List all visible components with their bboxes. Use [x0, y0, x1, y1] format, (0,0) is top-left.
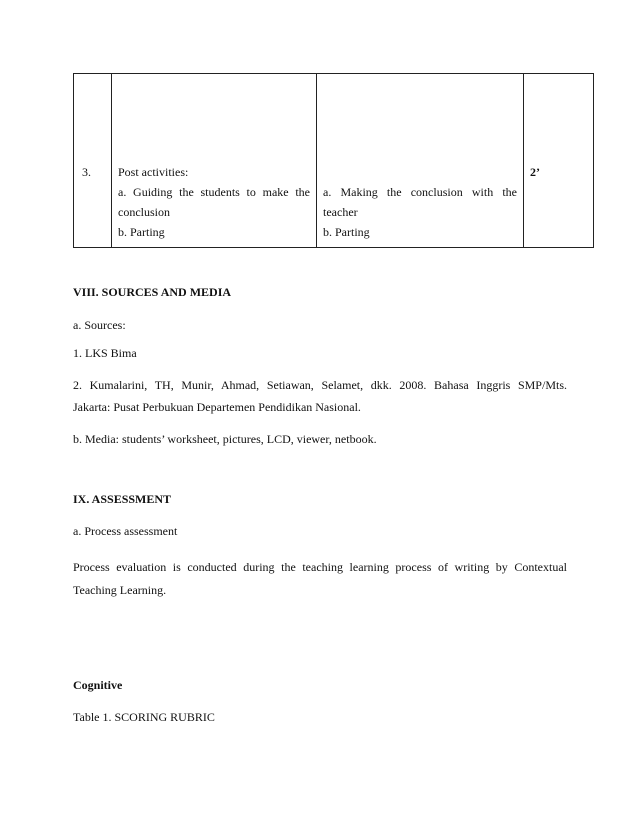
- teacher-item-a-line2: conclusion: [118, 205, 170, 219]
- lesson-activity-table: [73, 73, 594, 248]
- post-activities-title: Post activities:: [118, 165, 189, 179]
- process-description-line2: Teaching Learning.: [73, 583, 167, 597]
- source-item-1: 1. LKS Bima: [73, 346, 137, 360]
- sources-label: a. Sources:: [73, 318, 126, 332]
- scoring-rubric-caption: Table 1. SCORING RUBRIC: [73, 710, 215, 724]
- teacher-activity-cell: [112, 74, 317, 248]
- duration: 2’: [530, 165, 540, 179]
- student-item-a-line1: a. Making the conclusion with the: [323, 185, 517, 199]
- duration-cell: [524, 74, 594, 248]
- table-row: [74, 74, 594, 248]
- teacher-item-a-line1: a. Guiding the students to make the: [118, 185, 310, 199]
- source-item-2-line1: 2. Kumalarini, TH, Munir, Ahmad, Setiawan, Selamet, dkk. 2008. Bahasa Inggris SMP/Mts.: [73, 378, 567, 392]
- teacher-item-b: b. Parting: [118, 225, 165, 239]
- source-item-2-line2: Jakarta: Pusat Perbukuan Departemen Pendidikan Nasional.: [73, 400, 361, 414]
- row-number: 3.: [82, 165, 91, 179]
- student-item-b: b. Parting: [323, 225, 370, 239]
- cognitive-heading: Cognitive: [73, 678, 123, 692]
- student-item-a-line2: teacher: [323, 205, 358, 219]
- process-description-line1: Process evaluation is conducted during the teaching learning process of writing by Contextual: [73, 560, 567, 574]
- sources-media-heading: VIII. SOURCES AND MEDIA: [73, 285, 232, 299]
- student-activity-cell: [317, 74, 524, 248]
- row-number-cell: [74, 74, 112, 248]
- media-list: b. Media: students’ worksheet, pictures, LCD, viewer, netbook.: [73, 432, 377, 446]
- process-assessment-label: a. Process assessment: [73, 524, 178, 538]
- assessment-heading: IX. ASSESSMENT: [73, 492, 172, 506]
